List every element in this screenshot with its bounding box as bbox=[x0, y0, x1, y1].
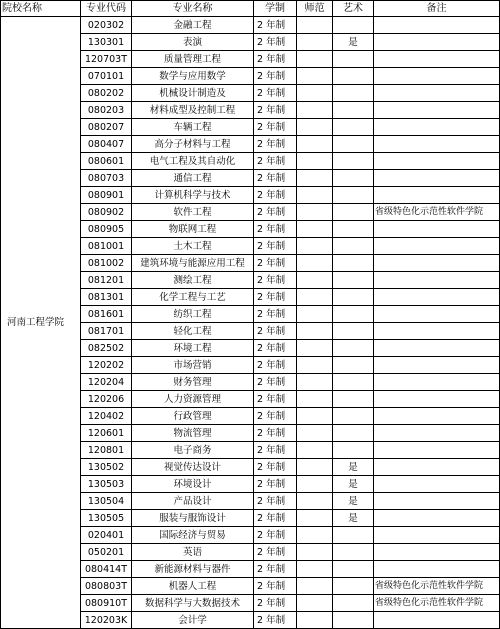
major-normal bbox=[297, 510, 333, 527]
major-normal bbox=[297, 391, 333, 408]
major-duration: 2 年制 bbox=[254, 272, 297, 289]
major-note bbox=[374, 272, 500, 289]
major-art: 是 bbox=[333, 34, 374, 51]
major-normal bbox=[297, 255, 333, 272]
major-code: 050201 bbox=[81, 544, 132, 561]
major-code: 080803T bbox=[81, 578, 132, 595]
major-art bbox=[333, 442, 374, 459]
major-normal bbox=[297, 306, 333, 323]
major-normal bbox=[297, 170, 333, 187]
major-duration: 2 年制 bbox=[254, 306, 297, 323]
major-name: 英语 bbox=[132, 544, 254, 561]
major-note bbox=[374, 289, 500, 306]
major-note bbox=[374, 493, 500, 510]
header-normal: 师范 bbox=[297, 1, 333, 17]
major-duration: 2 年制 bbox=[254, 204, 297, 221]
major-art bbox=[333, 425, 374, 442]
table-row bbox=[1, 17, 500, 34]
major-name: 材料成型及控制工程 bbox=[132, 102, 254, 119]
major-normal bbox=[297, 493, 333, 510]
major-note bbox=[374, 187, 500, 204]
major-note bbox=[374, 136, 500, 153]
major-art bbox=[333, 323, 374, 340]
major-note bbox=[374, 391, 500, 408]
major-code: 070101 bbox=[81, 68, 132, 85]
major-name: 计算机科学与技术 bbox=[132, 187, 254, 204]
major-duration: 2 年制 bbox=[254, 119, 297, 136]
major-duration: 2 年制 bbox=[254, 510, 297, 527]
major-code: 120202 bbox=[81, 357, 132, 374]
major-note bbox=[374, 68, 500, 85]
major-note bbox=[374, 238, 500, 255]
major-name: 数学与应用数学 bbox=[132, 68, 254, 85]
major-note bbox=[374, 408, 500, 425]
major-art bbox=[333, 561, 374, 578]
table-body bbox=[1, 17, 500, 629]
major-code: 020302 bbox=[81, 17, 132, 34]
major-note bbox=[374, 357, 500, 374]
major-normal bbox=[297, 578, 333, 595]
major-art bbox=[333, 204, 374, 221]
major-normal bbox=[297, 17, 333, 34]
major-art bbox=[333, 612, 374, 629]
major-art bbox=[333, 544, 374, 561]
major-art: 是 bbox=[333, 493, 374, 510]
major-art bbox=[333, 170, 374, 187]
major-code: 120402 bbox=[81, 408, 132, 425]
major-duration: 2 年制 bbox=[254, 357, 297, 374]
major-name: 视觉传达设计 bbox=[132, 459, 254, 476]
major-name: 物联网工程 bbox=[132, 221, 254, 238]
major-note bbox=[374, 221, 500, 238]
major-normal bbox=[297, 289, 333, 306]
major-duration: 2 年制 bbox=[254, 68, 297, 85]
major-duration: 2 年制 bbox=[254, 136, 297, 153]
major-code: 120206 bbox=[81, 391, 132, 408]
major-code: 080910T bbox=[81, 595, 132, 612]
major-code: 130503 bbox=[81, 476, 132, 493]
major-code: 082502 bbox=[81, 340, 132, 357]
major-duration: 2 年制 bbox=[254, 391, 297, 408]
major-name: 物流管理 bbox=[132, 425, 254, 442]
major-name: 电子商务 bbox=[132, 442, 254, 459]
major-name: 服装与服饰设计 bbox=[132, 510, 254, 527]
major-note: 省级特色化示范性软件学院 bbox=[374, 595, 500, 612]
major-name: 轻化工程 bbox=[132, 323, 254, 340]
major-duration: 2 年制 bbox=[254, 595, 297, 612]
major-art bbox=[333, 255, 374, 272]
major-art bbox=[333, 374, 374, 391]
major-note bbox=[374, 544, 500, 561]
major-duration: 2 年制 bbox=[254, 102, 297, 119]
major-normal bbox=[297, 544, 333, 561]
major-duration: 2 年制 bbox=[254, 459, 297, 476]
major-art bbox=[333, 272, 374, 289]
major-note bbox=[374, 442, 500, 459]
major-name: 国际经济与贸易 bbox=[132, 527, 254, 544]
major-note bbox=[374, 476, 500, 493]
major-code: 080414T bbox=[81, 561, 132, 578]
major-duration: 2 年制 bbox=[254, 323, 297, 340]
major-art bbox=[333, 527, 374, 544]
major-art bbox=[333, 119, 374, 136]
major-art bbox=[333, 578, 374, 595]
major-normal bbox=[297, 374, 333, 391]
major-duration: 2 年制 bbox=[254, 221, 297, 238]
major-art bbox=[333, 187, 374, 204]
major-note bbox=[374, 612, 500, 629]
major-art bbox=[333, 595, 374, 612]
major-normal bbox=[297, 221, 333, 238]
major-code: 081301 bbox=[81, 289, 132, 306]
major-duration: 2 年制 bbox=[254, 561, 297, 578]
major-duration: 2 年制 bbox=[254, 289, 297, 306]
major-normal bbox=[297, 153, 333, 170]
major-note bbox=[374, 323, 500, 340]
major-art bbox=[333, 306, 374, 323]
major-name: 环境设计 bbox=[132, 476, 254, 493]
major-normal bbox=[297, 340, 333, 357]
major-name: 车辆工程 bbox=[132, 119, 254, 136]
major-note bbox=[374, 102, 500, 119]
major-note bbox=[374, 340, 500, 357]
major-code: 081001 bbox=[81, 238, 132, 255]
major-note bbox=[374, 306, 500, 323]
major-normal bbox=[297, 187, 333, 204]
header-name: 专业名称 bbox=[132, 1, 254, 17]
major-art bbox=[333, 68, 374, 85]
major-art: 是 bbox=[333, 459, 374, 476]
major-duration: 2 年制 bbox=[254, 374, 297, 391]
major-duration: 2 年制 bbox=[254, 170, 297, 187]
major-normal bbox=[297, 272, 333, 289]
major-normal bbox=[297, 357, 333, 374]
major-normal bbox=[297, 561, 333, 578]
major-art bbox=[333, 153, 374, 170]
major-normal bbox=[297, 425, 333, 442]
major-note bbox=[374, 255, 500, 272]
major-code: 020401 bbox=[81, 527, 132, 544]
major-art bbox=[333, 408, 374, 425]
major-normal bbox=[297, 459, 333, 476]
major-code: 080902 bbox=[81, 204, 132, 221]
major-name: 市场营销 bbox=[132, 357, 254, 374]
major-name: 机器人工程 bbox=[132, 578, 254, 595]
major-code: 080703 bbox=[81, 170, 132, 187]
major-name: 表演 bbox=[132, 34, 254, 51]
major-name: 纺织工程 bbox=[132, 306, 254, 323]
major-code: 081002 bbox=[81, 255, 132, 272]
major-note bbox=[374, 170, 500, 187]
major-code: 080202 bbox=[81, 85, 132, 102]
major-art bbox=[333, 51, 374, 68]
major-normal bbox=[297, 238, 333, 255]
major-name: 机械设计制造及 bbox=[132, 85, 254, 102]
major-code: 120203K bbox=[81, 612, 132, 629]
major-code: 080207 bbox=[81, 119, 132, 136]
major-name: 电气工程及其自动化 bbox=[132, 153, 254, 170]
major-duration: 2 年制 bbox=[254, 153, 297, 170]
major-code: 081701 bbox=[81, 323, 132, 340]
major-name: 化学工程与工艺 bbox=[132, 289, 254, 306]
major-normal bbox=[297, 136, 333, 153]
major-art bbox=[333, 136, 374, 153]
major-code: 080901 bbox=[81, 187, 132, 204]
major-note bbox=[374, 85, 500, 102]
major-art bbox=[333, 357, 374, 374]
major-name: 环境工程 bbox=[132, 340, 254, 357]
major-duration: 2 年制 bbox=[254, 187, 297, 204]
major-note bbox=[374, 51, 500, 68]
major-duration: 2 年制 bbox=[254, 527, 297, 544]
major-normal bbox=[297, 85, 333, 102]
major-name: 质量管理工程 bbox=[132, 51, 254, 68]
major-art bbox=[333, 221, 374, 238]
major-duration: 2 年制 bbox=[254, 425, 297, 442]
major-name: 土木工程 bbox=[132, 238, 254, 255]
header-code: 专业代码 bbox=[81, 1, 132, 17]
major-code: 130504 bbox=[81, 493, 132, 510]
major-code: 080905 bbox=[81, 221, 132, 238]
major-normal bbox=[297, 595, 333, 612]
major-note bbox=[374, 527, 500, 544]
major-code: 130502 bbox=[81, 459, 132, 476]
major-name: 建筑环境与能源应用工程 bbox=[132, 255, 254, 272]
major-note bbox=[374, 17, 500, 34]
major-note bbox=[374, 425, 500, 442]
major-note bbox=[374, 34, 500, 51]
major-art bbox=[333, 102, 374, 119]
major-code: 120601 bbox=[81, 425, 132, 442]
major-art bbox=[333, 289, 374, 306]
major-code: 120204 bbox=[81, 374, 132, 391]
major-name: 高分子材料与工程 bbox=[132, 136, 254, 153]
major-code: 120801 bbox=[81, 442, 132, 459]
major-name: 行政管理 bbox=[132, 408, 254, 425]
major-normal bbox=[297, 476, 333, 493]
major-note: 省级特色化示范性软件学院 bbox=[374, 578, 500, 595]
major-art: 是 bbox=[333, 476, 374, 493]
major-name: 财务管理 bbox=[132, 374, 254, 391]
major-name: 数据科学与大数据技术 bbox=[132, 595, 254, 612]
major-note bbox=[374, 153, 500, 170]
major-duration: 2 年制 bbox=[254, 612, 297, 629]
major-code: 081201 bbox=[81, 272, 132, 289]
major-name: 测绘工程 bbox=[132, 272, 254, 289]
header-duration: 学制 bbox=[254, 1, 297, 17]
major-art bbox=[333, 85, 374, 102]
major-duration: 2 年制 bbox=[254, 85, 297, 102]
major-duration: 2 年制 bbox=[254, 51, 297, 68]
major-name: 会计学 bbox=[132, 612, 254, 629]
major-normal bbox=[297, 527, 333, 544]
major-duration: 2 年制 bbox=[254, 476, 297, 493]
major-note bbox=[374, 561, 500, 578]
major-code: 130505 bbox=[81, 510, 132, 527]
major-note bbox=[374, 119, 500, 136]
major-normal bbox=[297, 119, 333, 136]
major-normal bbox=[297, 612, 333, 629]
major-duration: 2 年制 bbox=[254, 17, 297, 34]
major-code: 080407 bbox=[81, 136, 132, 153]
major-normal bbox=[297, 204, 333, 221]
major-duration: 2 年制 bbox=[254, 255, 297, 272]
major-duration: 2 年制 bbox=[254, 544, 297, 561]
major-normal bbox=[297, 34, 333, 51]
major-note bbox=[374, 459, 500, 476]
major-normal bbox=[297, 51, 333, 68]
major-normal bbox=[297, 442, 333, 459]
header-row bbox=[1, 1, 500, 17]
major-normal bbox=[297, 323, 333, 340]
header-art: 艺术 bbox=[333, 1, 374, 17]
major-normal bbox=[297, 408, 333, 425]
major-duration: 2 年制 bbox=[254, 238, 297, 255]
major-name: 人力资源管理 bbox=[132, 391, 254, 408]
major-name: 金融工程 bbox=[132, 17, 254, 34]
header-institution: 院校名称 bbox=[1, 1, 81, 17]
major-duration: 2 年制 bbox=[254, 408, 297, 425]
major-art: 是 bbox=[333, 510, 374, 527]
major-code: 080203 bbox=[81, 102, 132, 119]
institution-name: 河南工程学院 bbox=[1, 17, 81, 629]
major-code: 130301 bbox=[81, 34, 132, 51]
major-code: 081601 bbox=[81, 306, 132, 323]
major-name: 产品设计 bbox=[132, 493, 254, 510]
major-duration: 2 年制 bbox=[254, 34, 297, 51]
major-normal bbox=[297, 68, 333, 85]
major-art bbox=[333, 17, 374, 34]
major-name: 通信工程 bbox=[132, 170, 254, 187]
major-name: 新能源材料与器件 bbox=[132, 561, 254, 578]
major-art bbox=[333, 238, 374, 255]
major-duration: 2 年制 bbox=[254, 493, 297, 510]
major-code: 120703T bbox=[81, 51, 132, 68]
header-note: 备注 bbox=[374, 1, 500, 17]
major-duration: 2 年制 bbox=[254, 578, 297, 595]
major-normal bbox=[297, 102, 333, 119]
major-duration: 2 年制 bbox=[254, 340, 297, 357]
major-duration: 2 年制 bbox=[254, 442, 297, 459]
major-note bbox=[374, 374, 500, 391]
major-name: 软件工程 bbox=[132, 204, 254, 221]
major-note: 省级特色化示范性软件学院 bbox=[374, 204, 500, 221]
major-art bbox=[333, 340, 374, 357]
major-art bbox=[333, 391, 374, 408]
major-code: 080601 bbox=[81, 153, 132, 170]
major-note bbox=[374, 510, 500, 527]
